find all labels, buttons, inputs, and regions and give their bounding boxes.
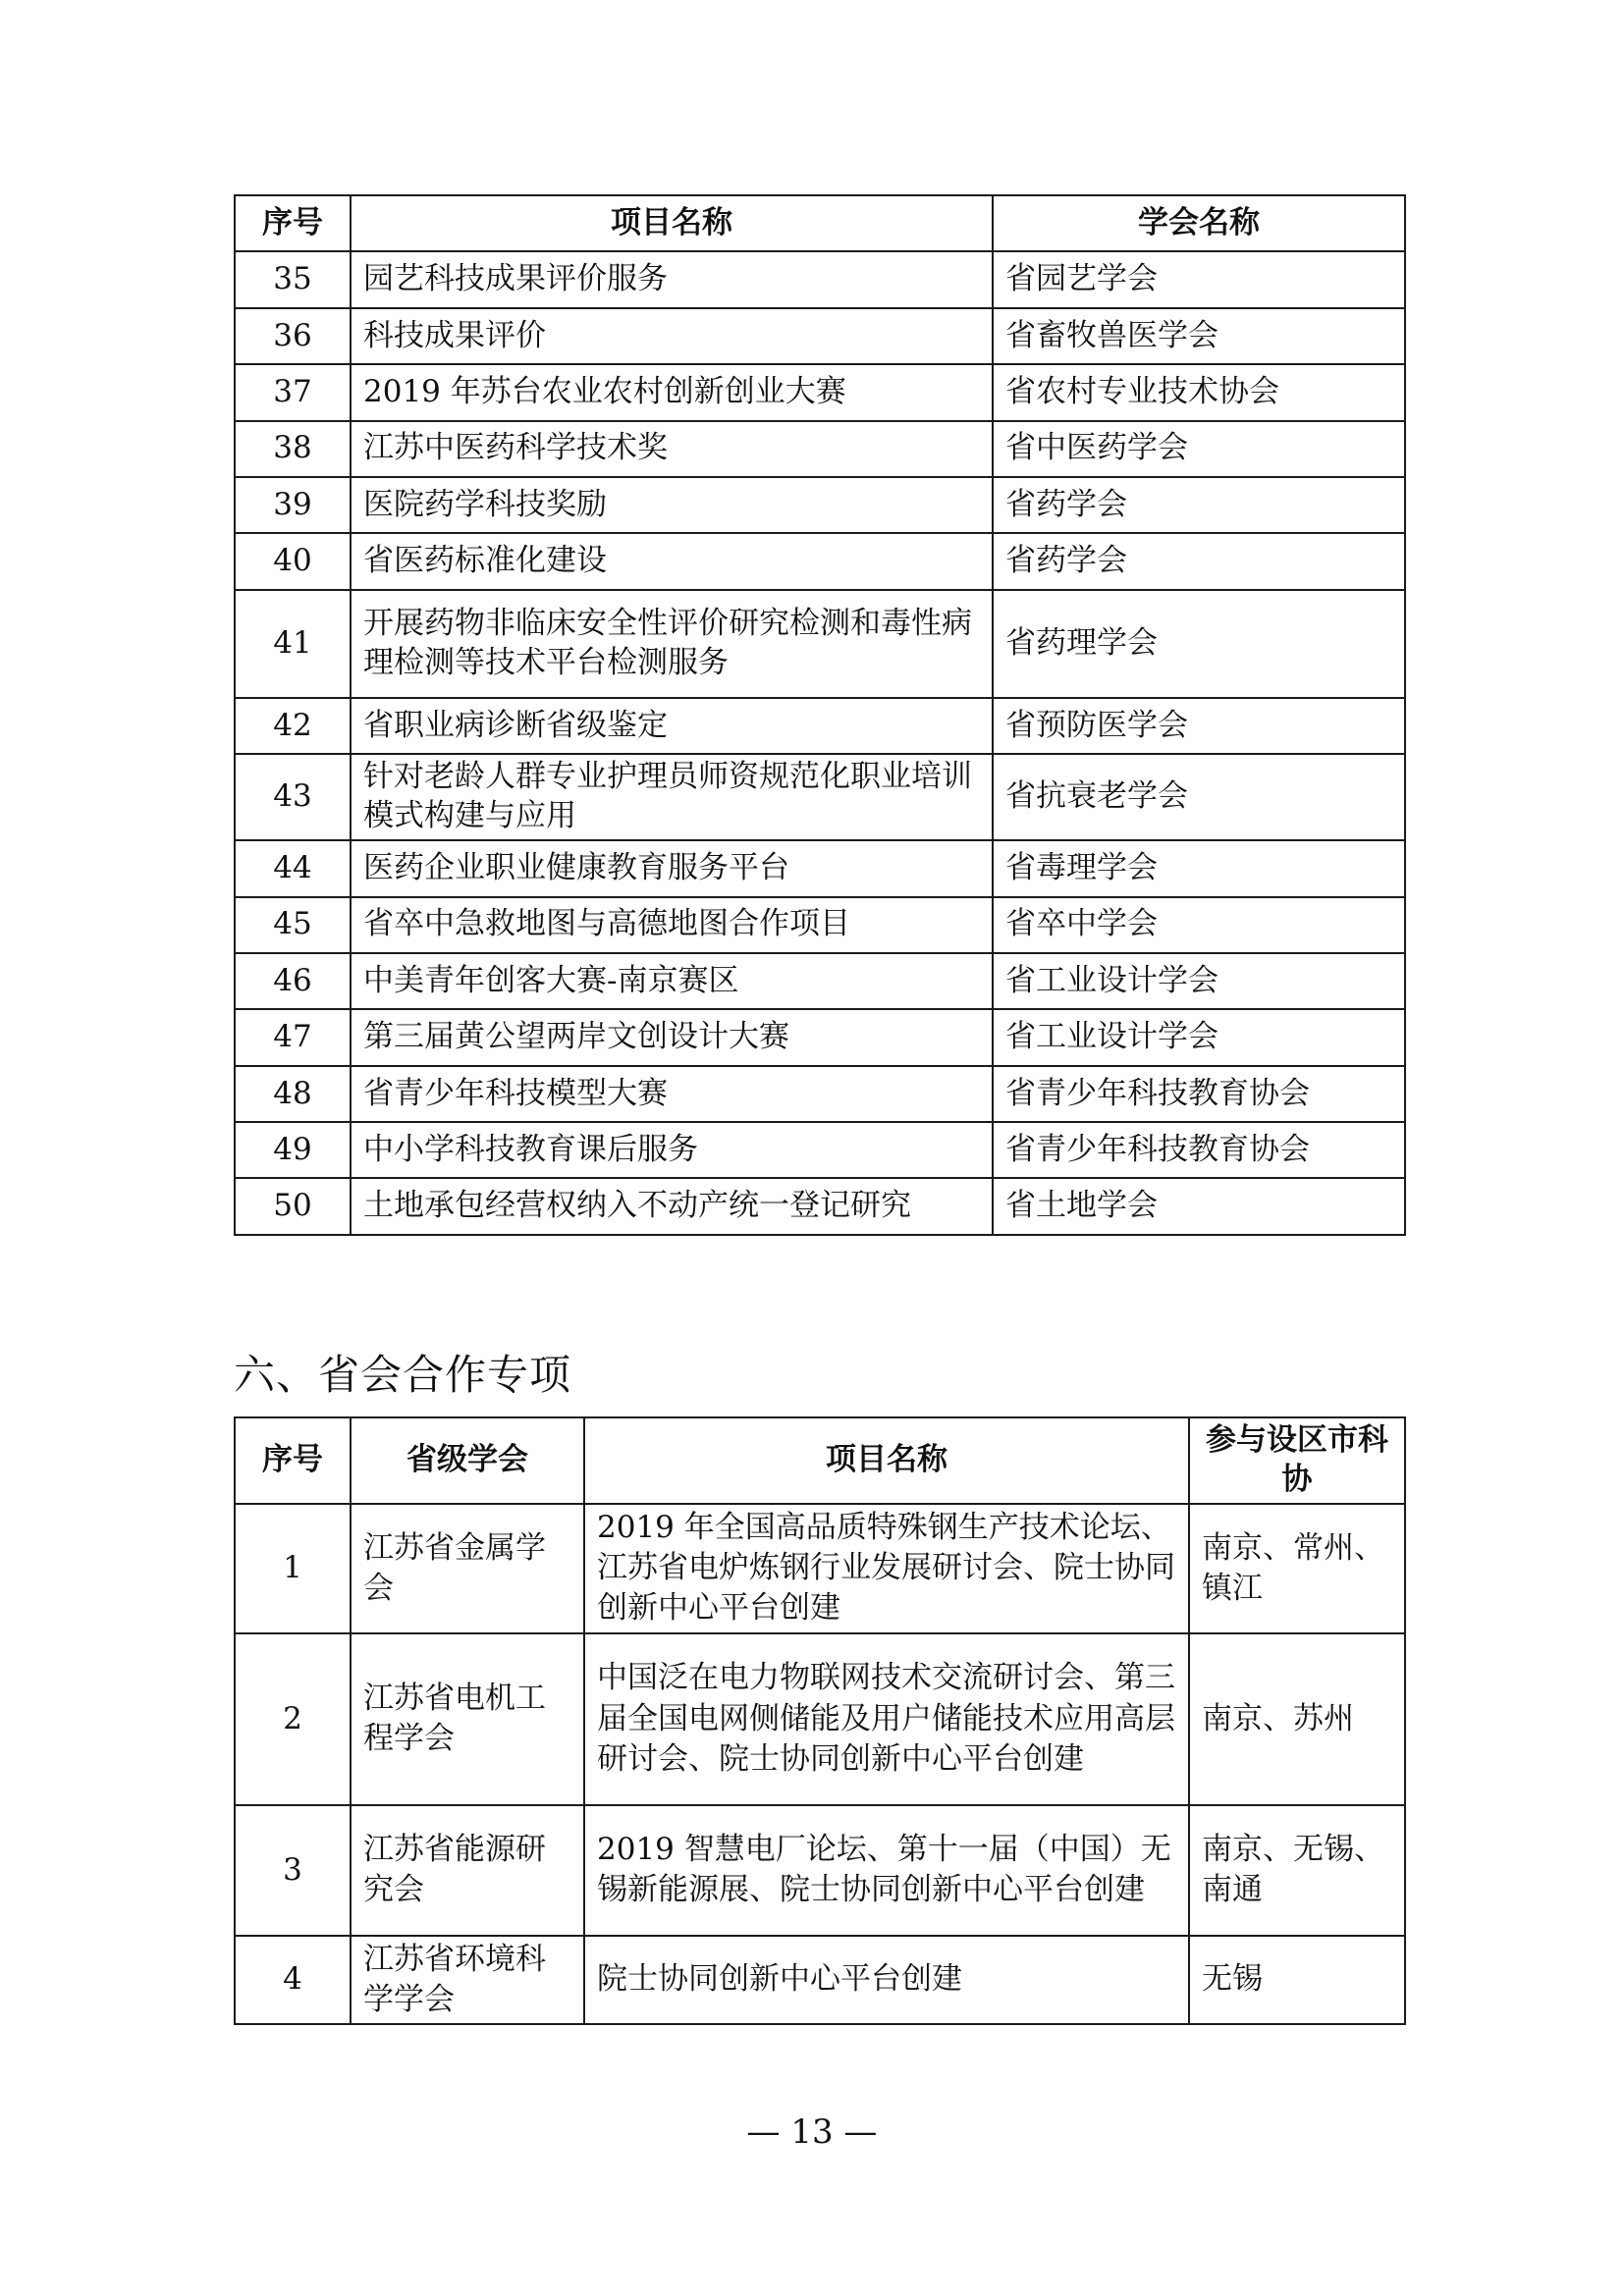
table-row	[235, 1178, 1405, 1234]
row-seq: 35	[235, 251, 351, 307]
row-project: 2019 年苏台农业农村创新创业大赛	[351, 364, 993, 420]
row-society: 省工业设计学会	[993, 1009, 1405, 1065]
row-project: 针对老龄人群专业护理员师资规范化职业培训模式构建与应用	[351, 754, 993, 840]
table-row	[235, 1633, 1405, 1805]
table-row	[235, 251, 1405, 307]
row-project: 第三届黄公望两岸文创设计大赛	[351, 1009, 993, 1065]
row-seq: 37	[235, 364, 351, 420]
header-society-name: 学会名称	[993, 195, 1405, 251]
row-project: 江苏中医药科学技术奖	[351, 421, 993, 477]
row-society: 省园艺学会	[993, 251, 1405, 307]
row-society: 省卒中学会	[993, 897, 1405, 953]
row-seq: 1	[235, 1504, 351, 1633]
row-society: 省工业设计学会	[993, 953, 1405, 1009]
row-seq: 46	[235, 953, 351, 1009]
row-society: 省中医药学会	[993, 421, 1405, 477]
row-cities: 无锡	[1189, 1936, 1405, 2024]
row-project: 土地承包经营权纳入不动产统一登记研究	[351, 1178, 993, 1234]
row-society: 省药学会	[993, 533, 1405, 589]
row-cities: 南京、无锡、南通	[1189, 1805, 1405, 1936]
row-seq: 44	[235, 840, 351, 896]
row-project: 医药企业职业健康教育服务平台	[351, 840, 993, 896]
table-row	[235, 840, 1405, 896]
table-row	[235, 308, 1405, 364]
table-header-row	[235, 1417, 1405, 1504]
row-project: 省青少年科技模型大赛	[351, 1066, 993, 1122]
cooperation-table	[234, 1416, 1406, 2025]
row-project: 医院药学科技奖励	[351, 477, 993, 533]
row-seq: 39	[235, 477, 351, 533]
row-society: 江苏省能源研究会	[351, 1805, 584, 1936]
table-row	[235, 1066, 1405, 1122]
row-project: 省医药标准化建设	[351, 533, 993, 589]
row-seq: 38	[235, 421, 351, 477]
row-society: 省青少年科技教育协会	[993, 1066, 1405, 1122]
header-participating-cities: 参与设区市科协	[1189, 1417, 1405, 1504]
section-heading: 六、省会合作专项	[234, 1351, 572, 1399]
row-seq: 43	[235, 754, 351, 840]
row-project: 科技成果评价	[351, 308, 993, 364]
table-row	[235, 1805, 1405, 1936]
row-project: 中美青年创客大赛-南京赛区	[351, 953, 993, 1009]
table-row	[235, 421, 1405, 477]
row-society: 省农村专业技术协会	[993, 364, 1405, 420]
row-seq: 4	[235, 1936, 351, 2024]
row-society: 省青少年科技教育协会	[993, 1122, 1405, 1178]
row-cities: 南京、苏州	[1189, 1633, 1405, 1805]
row-society: 江苏省环境科学学会	[351, 1936, 584, 2024]
row-society: 省药学会	[993, 477, 1405, 533]
table-row	[235, 754, 1405, 840]
row-society: 省抗衰老学会	[993, 754, 1405, 840]
row-seq: 42	[235, 698, 351, 754]
row-seq: 48	[235, 1066, 351, 1122]
table-row	[235, 897, 1405, 953]
table-row	[235, 1504, 1405, 1633]
row-project: 院士协同创新中心平台创建	[584, 1936, 1189, 2024]
row-seq: 41	[235, 590, 351, 698]
table-row	[235, 533, 1405, 589]
row-project: 省卒中急救地图与高德地图合作项目	[351, 897, 993, 953]
header-seq: 序号	[235, 1417, 351, 1504]
row-seq: 50	[235, 1178, 351, 1234]
header-seq: 序号	[235, 195, 351, 251]
row-project: 开展药物非临床安全性评价研究检测和毒性病理检测等技术平台检测服务	[351, 590, 993, 698]
table-row	[235, 364, 1405, 420]
table-header-row	[235, 195, 1405, 251]
page-number: — 13 —	[746, 2112, 878, 2152]
row-project: 2019 年全国高品质特殊钢生产技术论坛、江苏省电炉炼钢行业发展研讨会、院士协同创新中心平台创建	[584, 1504, 1189, 1633]
row-seq: 2	[235, 1633, 351, 1805]
row-society: 江苏省金属学会	[351, 1504, 584, 1633]
header-provincial-society: 省级学会	[351, 1417, 584, 1504]
row-society: 省土地学会	[993, 1178, 1405, 1234]
row-project: 省职业病诊断省级鉴定	[351, 698, 993, 754]
row-project: 2019 智慧电厂论坛、第十一届（中国）无锡新能源展、院士协同创新中心平台创建	[584, 1805, 1189, 1936]
header-project-name: 项目名称	[351, 195, 993, 251]
table-row	[235, 953, 1405, 1009]
table-row	[235, 1122, 1405, 1178]
row-society: 省预防医学会	[993, 698, 1405, 754]
row-seq: 49	[235, 1122, 351, 1178]
row-seq: 40	[235, 533, 351, 589]
table-row	[235, 477, 1405, 533]
row-seq: 47	[235, 1009, 351, 1065]
row-society: 江苏省电机工程学会	[351, 1633, 584, 1805]
row-society: 省毒理学会	[993, 840, 1405, 896]
table-row	[235, 1009, 1405, 1065]
table-row	[235, 698, 1405, 754]
header-project-name: 项目名称	[584, 1417, 1189, 1504]
row-project: 园艺科技成果评价服务	[351, 251, 993, 307]
projects-table	[234, 194, 1406, 1236]
row-project: 中国泛在电力物联网技术交流研讨会、第三届全国电网侧储能及用户储能技术应用高层研讨会、院士协同创新中心平台创建	[584, 1633, 1189, 1805]
table-row	[235, 1936, 1405, 2024]
row-society: 省畜牧兽医学会	[993, 308, 1405, 364]
row-society: 省药理学会	[993, 590, 1405, 698]
row-seq: 45	[235, 897, 351, 953]
row-project: 中小学科技教育课后服务	[351, 1122, 993, 1178]
row-seq: 36	[235, 308, 351, 364]
row-seq: 3	[235, 1805, 351, 1936]
row-cities: 南京、常州、镇江	[1189, 1504, 1405, 1633]
table-row	[235, 590, 1405, 698]
